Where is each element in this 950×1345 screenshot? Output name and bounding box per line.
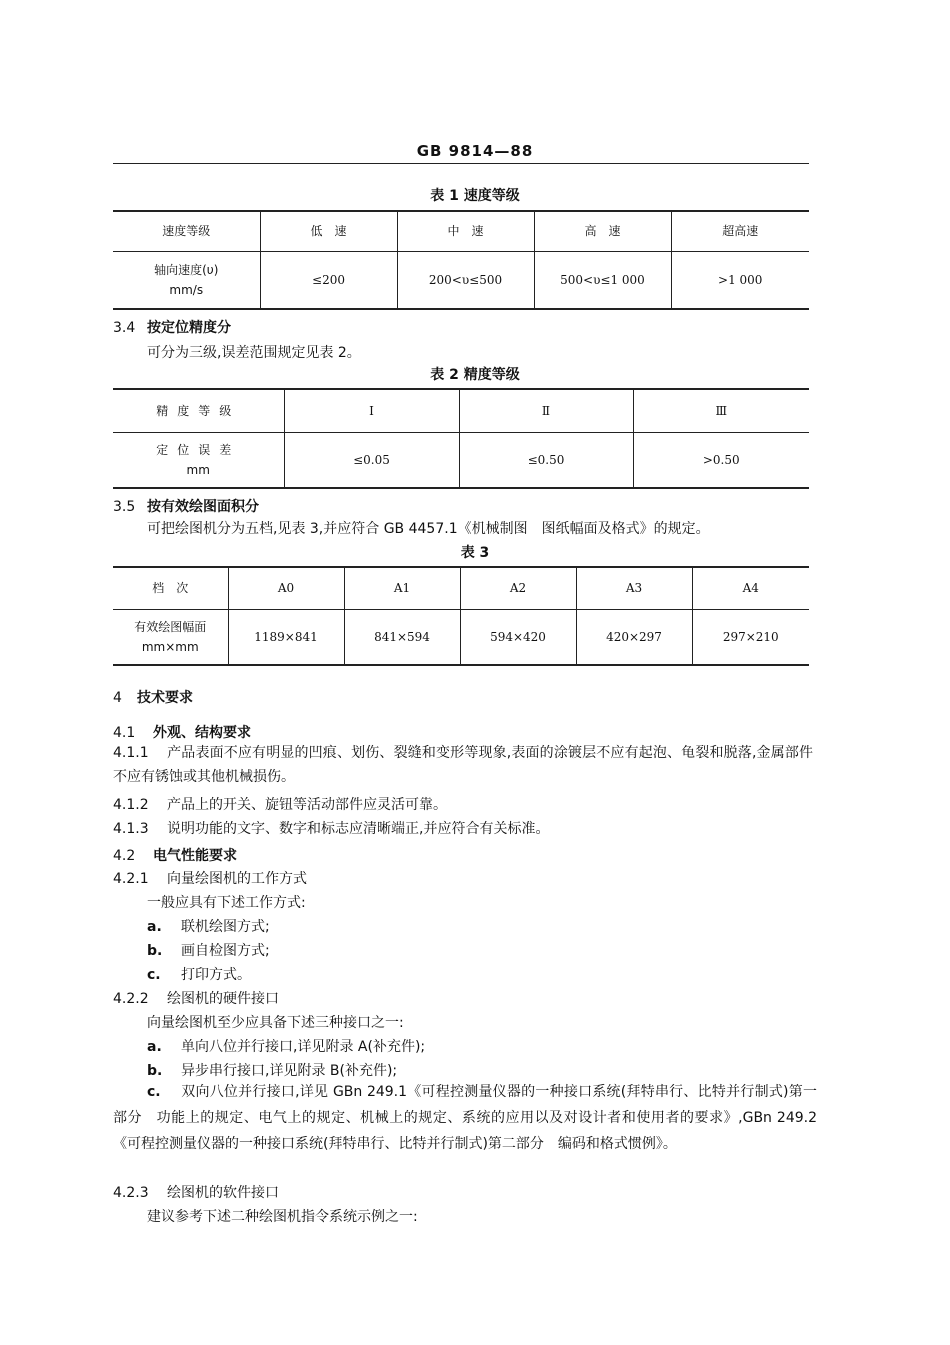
paragraph-4-1-3 <box>113 817 813 841</box>
list-marker: a. <box>147 1039 162 1055</box>
paragraph-4-1-2 <box>113 793 813 817</box>
table-cell: 超高速 <box>671 211 809 251</box>
list-item-text: 联机绘图方式; <box>181 919 270 935</box>
section-3-5-heading <box>113 496 259 516</box>
paragraph-4-2-3-heading <box>113 1182 279 1202</box>
table-cell: ≤0.05 <box>284 432 459 488</box>
section-number: 4.2 <box>113 848 136 864</box>
document-number: GB 9814—88 <box>416 142 534 160</box>
list-item-text: 双向八位并行接口,详见 GBn 249.1《可程控测量仪器的一种接口系统(拜特串行、比特并行制式)第一部分 功能上的规定、电气上的规定、机械上的规定、系统的应用以及对设计者和使用者的要求》,GBn 249.2《可程控测量仪器的一种接口系统(拜特串行、比特并行制式)第二部分 编码和格式惯例》。 <box>113 1084 817 1152</box>
table-cell: 精度等级 <box>113 389 284 432</box>
row-label-unit: mm×mm <box>141 639 199 654</box>
list-item <box>147 964 251 984</box>
table-cell: 1189×841 <box>228 609 344 665</box>
section-4-2-heading <box>113 845 237 865</box>
table-cell: 297×210 <box>692 609 809 665</box>
table-cell: A3 <box>576 567 692 609</box>
paragraph-4-2-3-intro: 建议参考下述二种绘图机指令系统示例之一: <box>147 1209 418 1225</box>
paragraph-title: 绘图机的硬件接口 <box>167 991 279 1007</box>
list-marker: c. <box>147 1084 161 1100</box>
row-label-line: 有效绘图幅面 <box>134 619 207 634</box>
table-cell: 中 速 <box>397 211 534 251</box>
list-item <box>147 1060 397 1080</box>
paragraph-text: 说明功能的文字、数字和标志应清晰端正,并应符合有关标准。 <box>167 821 550 837</box>
table-cell: Ⅰ <box>284 389 459 432</box>
table-cell: 420×297 <box>576 609 692 665</box>
list-item <box>147 916 270 936</box>
table-cell: Ⅲ <box>633 389 809 432</box>
section-4-1-heading <box>113 722 251 742</box>
paragraph-number: 4.1.3 <box>113 821 149 837</box>
paragraph-number: 4.1.1 <box>113 745 149 761</box>
row-label-line: 轴向速度(υ) <box>154 262 219 277</box>
table-cell: 低 速 <box>260 211 397 251</box>
paragraph-number: 4.2.3 <box>113 1185 149 1201</box>
table-row <box>113 567 809 609</box>
list-item-text: 打印方式。 <box>181 967 251 983</box>
table-cell: 841×594 <box>344 609 460 665</box>
table-row <box>113 609 809 665</box>
paragraph-text: 产品表面不应有明显的凹痕、划伤、裂缝和变形等现象,表面的涂镀层不应有起泡、龟裂和脱落,金属部件不应有锈蚀或其他机械损伤。 <box>113 745 813 785</box>
row-label-cell <box>113 251 260 309</box>
table-cell: >1 000 <box>671 251 809 309</box>
section-4-heading <box>113 687 193 707</box>
list-marker: c. <box>147 967 161 983</box>
section-number: 3.4 <box>113 320 136 336</box>
list-marker: b. <box>147 943 163 959</box>
paragraph-4-2-2-intro: 向量绘图机至少应具备下述三种接口之一: <box>147 1015 404 1031</box>
table-row <box>113 211 809 251</box>
table-cell: 高 速 <box>534 211 671 251</box>
table-cell: 200<υ≤500 <box>397 251 534 309</box>
table3-caption: 表 3 <box>460 545 490 561</box>
table-cell: >0.50 <box>633 432 809 488</box>
table-cell: 速度等级 <box>113 211 260 251</box>
section-number: 3.5 <box>113 499 136 515</box>
paragraph-text: 产品上的开关、旋钮等活动部件应灵活可靠。 <box>167 797 447 813</box>
row-label-line: 定位误差 <box>156 442 241 457</box>
paragraph-4-2-1-heading <box>113 868 307 888</box>
paragraph-number: 4.2.1 <box>113 871 149 887</box>
section-title: 技术要求 <box>137 690 193 706</box>
paragraph-4-1-1 <box>113 741 813 789</box>
table-cell: 594×420 <box>460 609 576 665</box>
table-cell: A2 <box>460 567 576 609</box>
paragraph-title: 绘图机的软件接口 <box>167 1185 279 1201</box>
section-3-4-text: 可分为三级,误差范围规定见表 2。 <box>147 345 361 361</box>
list-item-c-paragraph <box>113 1079 817 1157</box>
section-title: 按定位精度分 <box>147 320 231 336</box>
table3-effective-area <box>113 566 809 666</box>
row-label-cell <box>113 609 228 665</box>
table1-speed-grades <box>113 210 809 310</box>
list-item <box>147 1036 425 1056</box>
section-3-5-text: 可把绘图机分为五档,见表 3,并应符合 GB 4457.1《机械制图 图纸幅面及格式》的规定。 <box>147 521 710 537</box>
paragraph-4-2-1-intro: 一般应具有下述工作方式: <box>147 895 306 911</box>
paragraph-number: 4.1.2 <box>113 797 149 813</box>
list-marker: a. <box>147 919 162 935</box>
paragraph-number: 4.2.2 <box>113 991 149 1007</box>
table1-caption: 表 1 速度等级 <box>430 188 520 204</box>
row-label-unit: mm/s <box>169 282 204 297</box>
table-row <box>113 389 809 432</box>
table-row <box>113 432 809 488</box>
table-cell: ≤0.50 <box>459 432 633 488</box>
table-row <box>113 251 809 309</box>
table-cell: ≤200 <box>260 251 397 309</box>
list-marker: b. <box>147 1063 163 1079</box>
section-title: 按有效绘图面积分 <box>147 499 259 515</box>
row-label-cell <box>113 432 284 488</box>
list-item-text: 单向八位并行接口,详见附录 A(补充件); <box>181 1039 426 1055</box>
section-number: 4.1 <box>113 725 136 741</box>
table-cell: 档 次 <box>113 567 228 609</box>
table-cell: A4 <box>692 567 809 609</box>
header-rule <box>113 163 809 164</box>
section-number: 4 <box>113 690 122 706</box>
list-item-text: 异步串行接口,详见附录 B(补充件); <box>181 1063 398 1079</box>
table-cell: 500<υ≤1 000 <box>534 251 671 309</box>
table-cell: A1 <box>344 567 460 609</box>
paragraph-title: 向量绘图机的工作方式 <box>167 871 307 887</box>
paragraph-4-2-2-heading <box>113 988 279 1008</box>
table2-precision-grades <box>113 388 809 489</box>
section-title: 外观、结构要求 <box>153 725 251 741</box>
section-3-4-heading <box>113 317 231 337</box>
list-item <box>147 940 270 960</box>
table2-caption: 表 2 精度等级 <box>430 367 520 383</box>
row-label-unit: mm <box>186 462 210 477</box>
section-title: 电气性能要求 <box>153 848 237 864</box>
table-cell: Ⅱ <box>459 389 633 432</box>
list-item-text: 画自检图方式; <box>181 943 270 959</box>
table-cell: A0 <box>228 567 344 609</box>
